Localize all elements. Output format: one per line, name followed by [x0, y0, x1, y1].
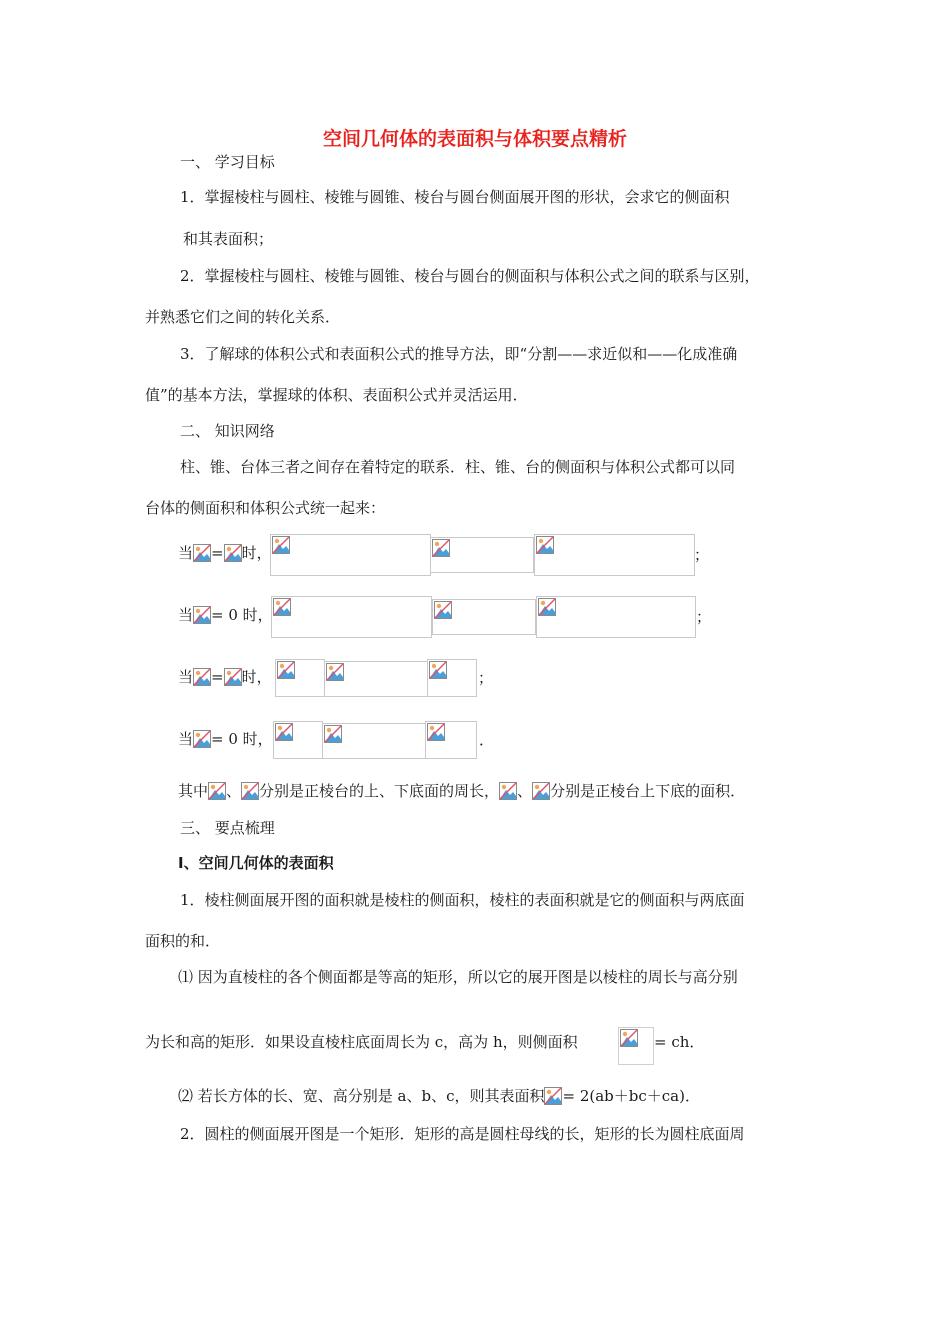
goal-1-line-2: 和其表面积； [183, 230, 274, 248]
formula-box [324, 661, 428, 697]
formula-image-icon [273, 598, 291, 616]
goal-1-line-1: 1．掌握棱柱与圆柱、棱锥与圆锥、棱台与圆台侧面展开图的形状，会求它的侧面积 [180, 188, 730, 206]
where-mid: 分别是正棱台的上、下底面的周长， [259, 782, 500, 800]
formula-box [432, 599, 536, 635]
formula-image-icon [326, 663, 344, 681]
eq-zero-text: = 0 时， [211, 730, 273, 748]
dang-text: 当 [178, 668, 194, 686]
eq-zero-text: = 0 时， [211, 606, 273, 624]
point-1-line-1: 1．棱柱侧面展开图的面积就是棱柱的侧面积，棱柱的表面积就是它的侧面积与两底面 [180, 891, 745, 909]
formula-image-icon [536, 536, 554, 554]
eq-text: = [211, 544, 224, 562]
section-heading-network: 二、 知识网络 [180, 422, 275, 440]
formula-box [536, 596, 696, 638]
where-prefix: 其中 [178, 782, 209, 800]
where-end: 分别是正棱台上下底的面积． [550, 782, 746, 800]
section-heading-key-points: 三、 要点梳理 [180, 819, 275, 837]
formula-image-icon [324, 725, 342, 743]
point-1a-line-2 [145, 1032, 578, 1052]
formula-image-icon [193, 730, 211, 748]
formula-image-icon [532, 782, 550, 800]
formula-image-icon [193, 668, 211, 686]
goal-3-line-1: 3．了解球的体积公式和表面积公式的推导方法，即“分割——求近似和——化成准确 [180, 345, 738, 363]
formula-box [270, 534, 431, 576]
formula-image-icon [275, 723, 293, 741]
network-line-1: 柱、锥、台体三者之间存在着特定的联系．柱、锥、台的侧面积与体积公式都可以同 [180, 458, 736, 476]
case-2-condition [178, 605, 273, 625]
goal-3-line-2: 值”的基本方法，掌握球的体积、表面积公式并灵活运用． [145, 386, 528, 404]
formula-image-icon [208, 782, 226, 800]
separator: 、 [226, 782, 242, 800]
point-2-line-1: 2．圆柱的侧面展开图是一个矩形．矩形的高是圆柱母线的长，矩形的长为圆柱底面周 [180, 1125, 745, 1143]
formula-box [275, 659, 325, 697]
formula-box [271, 596, 432, 638]
formula-image-icon [434, 601, 452, 619]
formula-image-icon [499, 782, 517, 800]
dang-text: 当 [178, 606, 194, 624]
case-1-condition [178, 543, 272, 563]
formula-image-icon [224, 544, 242, 562]
formula-image-icon [620, 1029, 638, 1047]
case-3-condition [178, 667, 272, 687]
semicolon: ； [694, 546, 710, 564]
separator: 、 [517, 782, 533, 800]
formula-image-icon [277, 661, 295, 679]
eq-text: = [211, 668, 224, 686]
dang-text: 当 [178, 730, 194, 748]
formula-image-icon [224, 668, 242, 686]
where-line [178, 781, 745, 801]
point-1b-text: ⑵ 若长方体的长、宽、高分别是 a、b、c，则其表面积 [178, 1087, 545, 1105]
section-heading-goals: 一、 学习目标 [180, 153, 275, 171]
formula-image-icon [241, 782, 259, 800]
dang-text: 当 [178, 544, 194, 562]
semicolon: ； [478, 669, 494, 687]
formula-box [322, 723, 426, 759]
goal-2-line-1: 2．掌握棱柱与圆柱、棱锥与圆锥、棱台与圆台的侧面积与体积公式之间的联系与区别， [180, 267, 760, 285]
formula-image-icon [432, 539, 450, 557]
point-1-line-2: 面积的和． [145, 932, 221, 950]
period: ． [479, 731, 495, 749]
formula-image-icon [193, 544, 211, 562]
formula-box [534, 534, 695, 576]
point-1b-formula-tail: = 2(ab＋bc＋ca)． [562, 1087, 700, 1105]
formula-image-icon [427, 723, 445, 741]
document-title: 空间几何体的表面积与体积要点精析 [322, 128, 627, 150]
formula-box [273, 721, 323, 759]
point-1b-line [178, 1086, 700, 1106]
formula-box [427, 659, 477, 697]
case-4-condition [178, 729, 273, 749]
formula-image-icon [193, 606, 211, 624]
shi-text: 时， [241, 668, 272, 686]
point-1a-line-1: ⑴ 因为直棱柱的各个侧面都是等高的矩形，所以它的展开图是以棱柱的周长与高分别 [178, 968, 738, 986]
formula-box [430, 537, 534, 573]
formula-box [618, 1027, 654, 1065]
subsection-heading-surface-area: I、空间几何体的表面积 [178, 854, 334, 872]
formula-image-icon [544, 1087, 562, 1105]
semicolon: ； [696, 608, 712, 626]
formula-box [425, 721, 477, 759]
point-1a-text: 为长和高的矩形．如果设直棱柱底面周长为 c，高为 h，则侧面积 [145, 1033, 578, 1051]
goal-2-line-2: 并熟悉它们之间的转化关系． [145, 308, 341, 326]
network-line-2: 台体的侧面积和体积公式统一起来： [145, 499, 386, 517]
shi-text: 时， [241, 544, 272, 562]
formula-image-icon [272, 536, 290, 554]
formula-image-icon [429, 661, 447, 679]
point-1a-formula-tail: = ch． [654, 1033, 705, 1051]
formula-image-icon [538, 598, 556, 616]
